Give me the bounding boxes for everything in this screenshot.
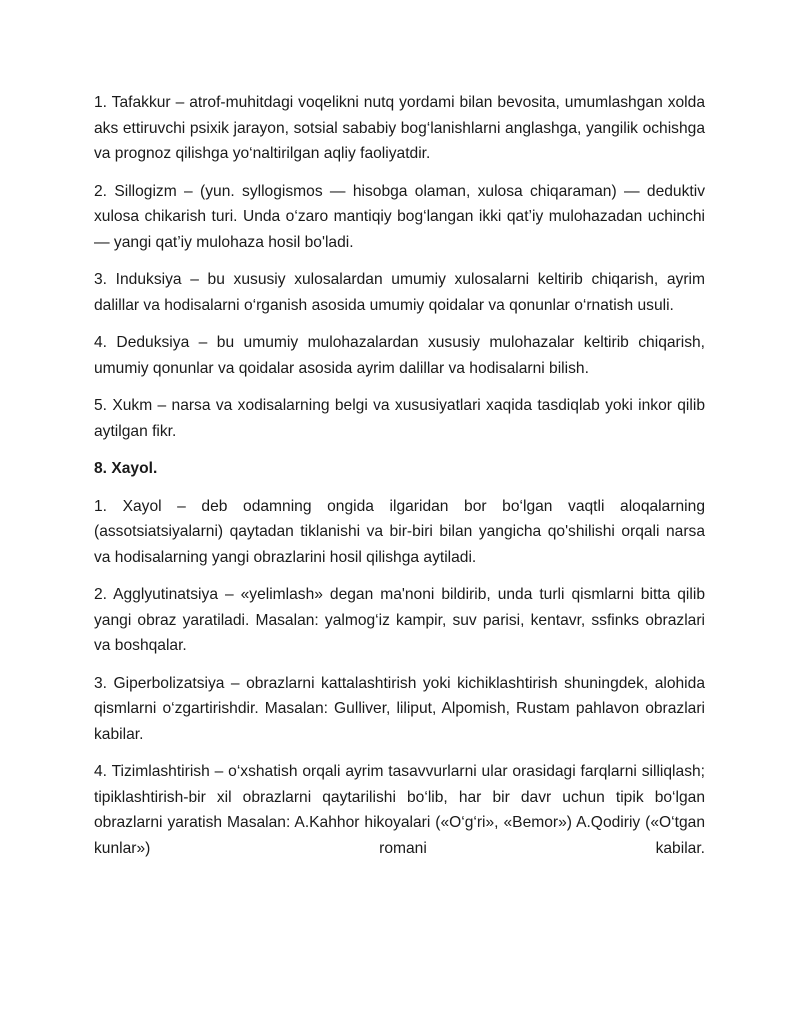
section-heading-xayol: 8. Xayol. bbox=[94, 460, 158, 477]
definition-tafakkur: 1. Tafakkur – atrof-muhitdagi voqelikni nutq yordami bilan bevosita, umumlashgan xolda aks ettiruvchi psixik jarayon, sotsial sababiy bog‘lanishlarni anglashga, yangilik ochishga va prognoz qilishga yo‘naltirilgan aqliy faoliyatdir. bbox=[94, 94, 705, 162]
definition-agglyutinatsiya: 2. Agglyutinatsiya – «yelimlash» degan ma'noni bildirib, unda turli qismlarni bitta qilib yangi obraz yaratiladi. Masalan: yalmog‘iz kampir, suv parisi, kentavr, ssfinks obrazlari va boshqalar. bbox=[94, 586, 705, 654]
definition-sillogizm: 2. Sillogizm – (yun. syllogismos — hisobga olaman, xulosa chiqaraman) — deduktiv xulosa chikarish turi. Unda o‘zaro mantiqiy bog‘langan ikki qat’iy mulohazadan uchinchi — yangi qat’iy mulohaza hosil bo'ladi. bbox=[94, 182, 705, 251]
definition-giperbolizatsiya: 3. Giperbolizatsiya – obrazlarni kattalashtirish yoki kichiklashtirish shuningdek, alohida qismlarni o‘zgartirishdir. Masalan: Gulliver, liliput, Alpomish, Rustam pahlavon obrazlari kabilar. bbox=[94, 674, 705, 743]
definition-xayol: 1. Xayol – deb odamning ongida ilgaridan bor bo‘lgan vaqtli aloqalarning (assotsiatsiyalarni) qaytadan tiklanishi va bir-biri bilan yangicha qo'shilishi orqali narsa va hodisalarning yangi obrazlarini hosil qilishga aytiladi. bbox=[94, 497, 705, 566]
definition-deduksiya: 4. Deduksiya – bu umumiy mulohazalardan xususiy mulohazalar keltirib chiqarish, umumiy qonunlar va qoidalar asosida ayrim dalillar va hodisalarni bilish. bbox=[94, 334, 705, 377]
document-page bbox=[94, 90, 705, 873]
definition-tizimlashtirish: 4. Tizimlashtirish – o‘xshatish orqali ayrim tasavvurlarni ular orasidagi farqlarni silliqlash; tipiklashtirish-bir xil obrazlarni qaytarilishi bo‘lib, har bir davr uchun tipik bo‘lgan obrazlarni yaratish Masalan: A.Kahhor hikoyalari («O‘g‘ri», «Bemor») A.Qodiriy («O‘tgan kunlar») romani kabilar. bbox=[94, 763, 705, 857]
definition-xukm: 5. Xukm – narsa va xodisalarning belgi va xususiyatlari xaqida tasdiqlab yoki inkor qilib aytilgan fikr. bbox=[94, 397, 705, 440]
definition-induksiya: 3. Induksiya – bu xususiy xulosalardan umumiy xulosalarni keltirib chiqarish, ayrim dalillar va hodisalarni o‘rganish asosida umumiy qoidalar va qonunlar o‘rnatish usuli. bbox=[94, 271, 705, 314]
